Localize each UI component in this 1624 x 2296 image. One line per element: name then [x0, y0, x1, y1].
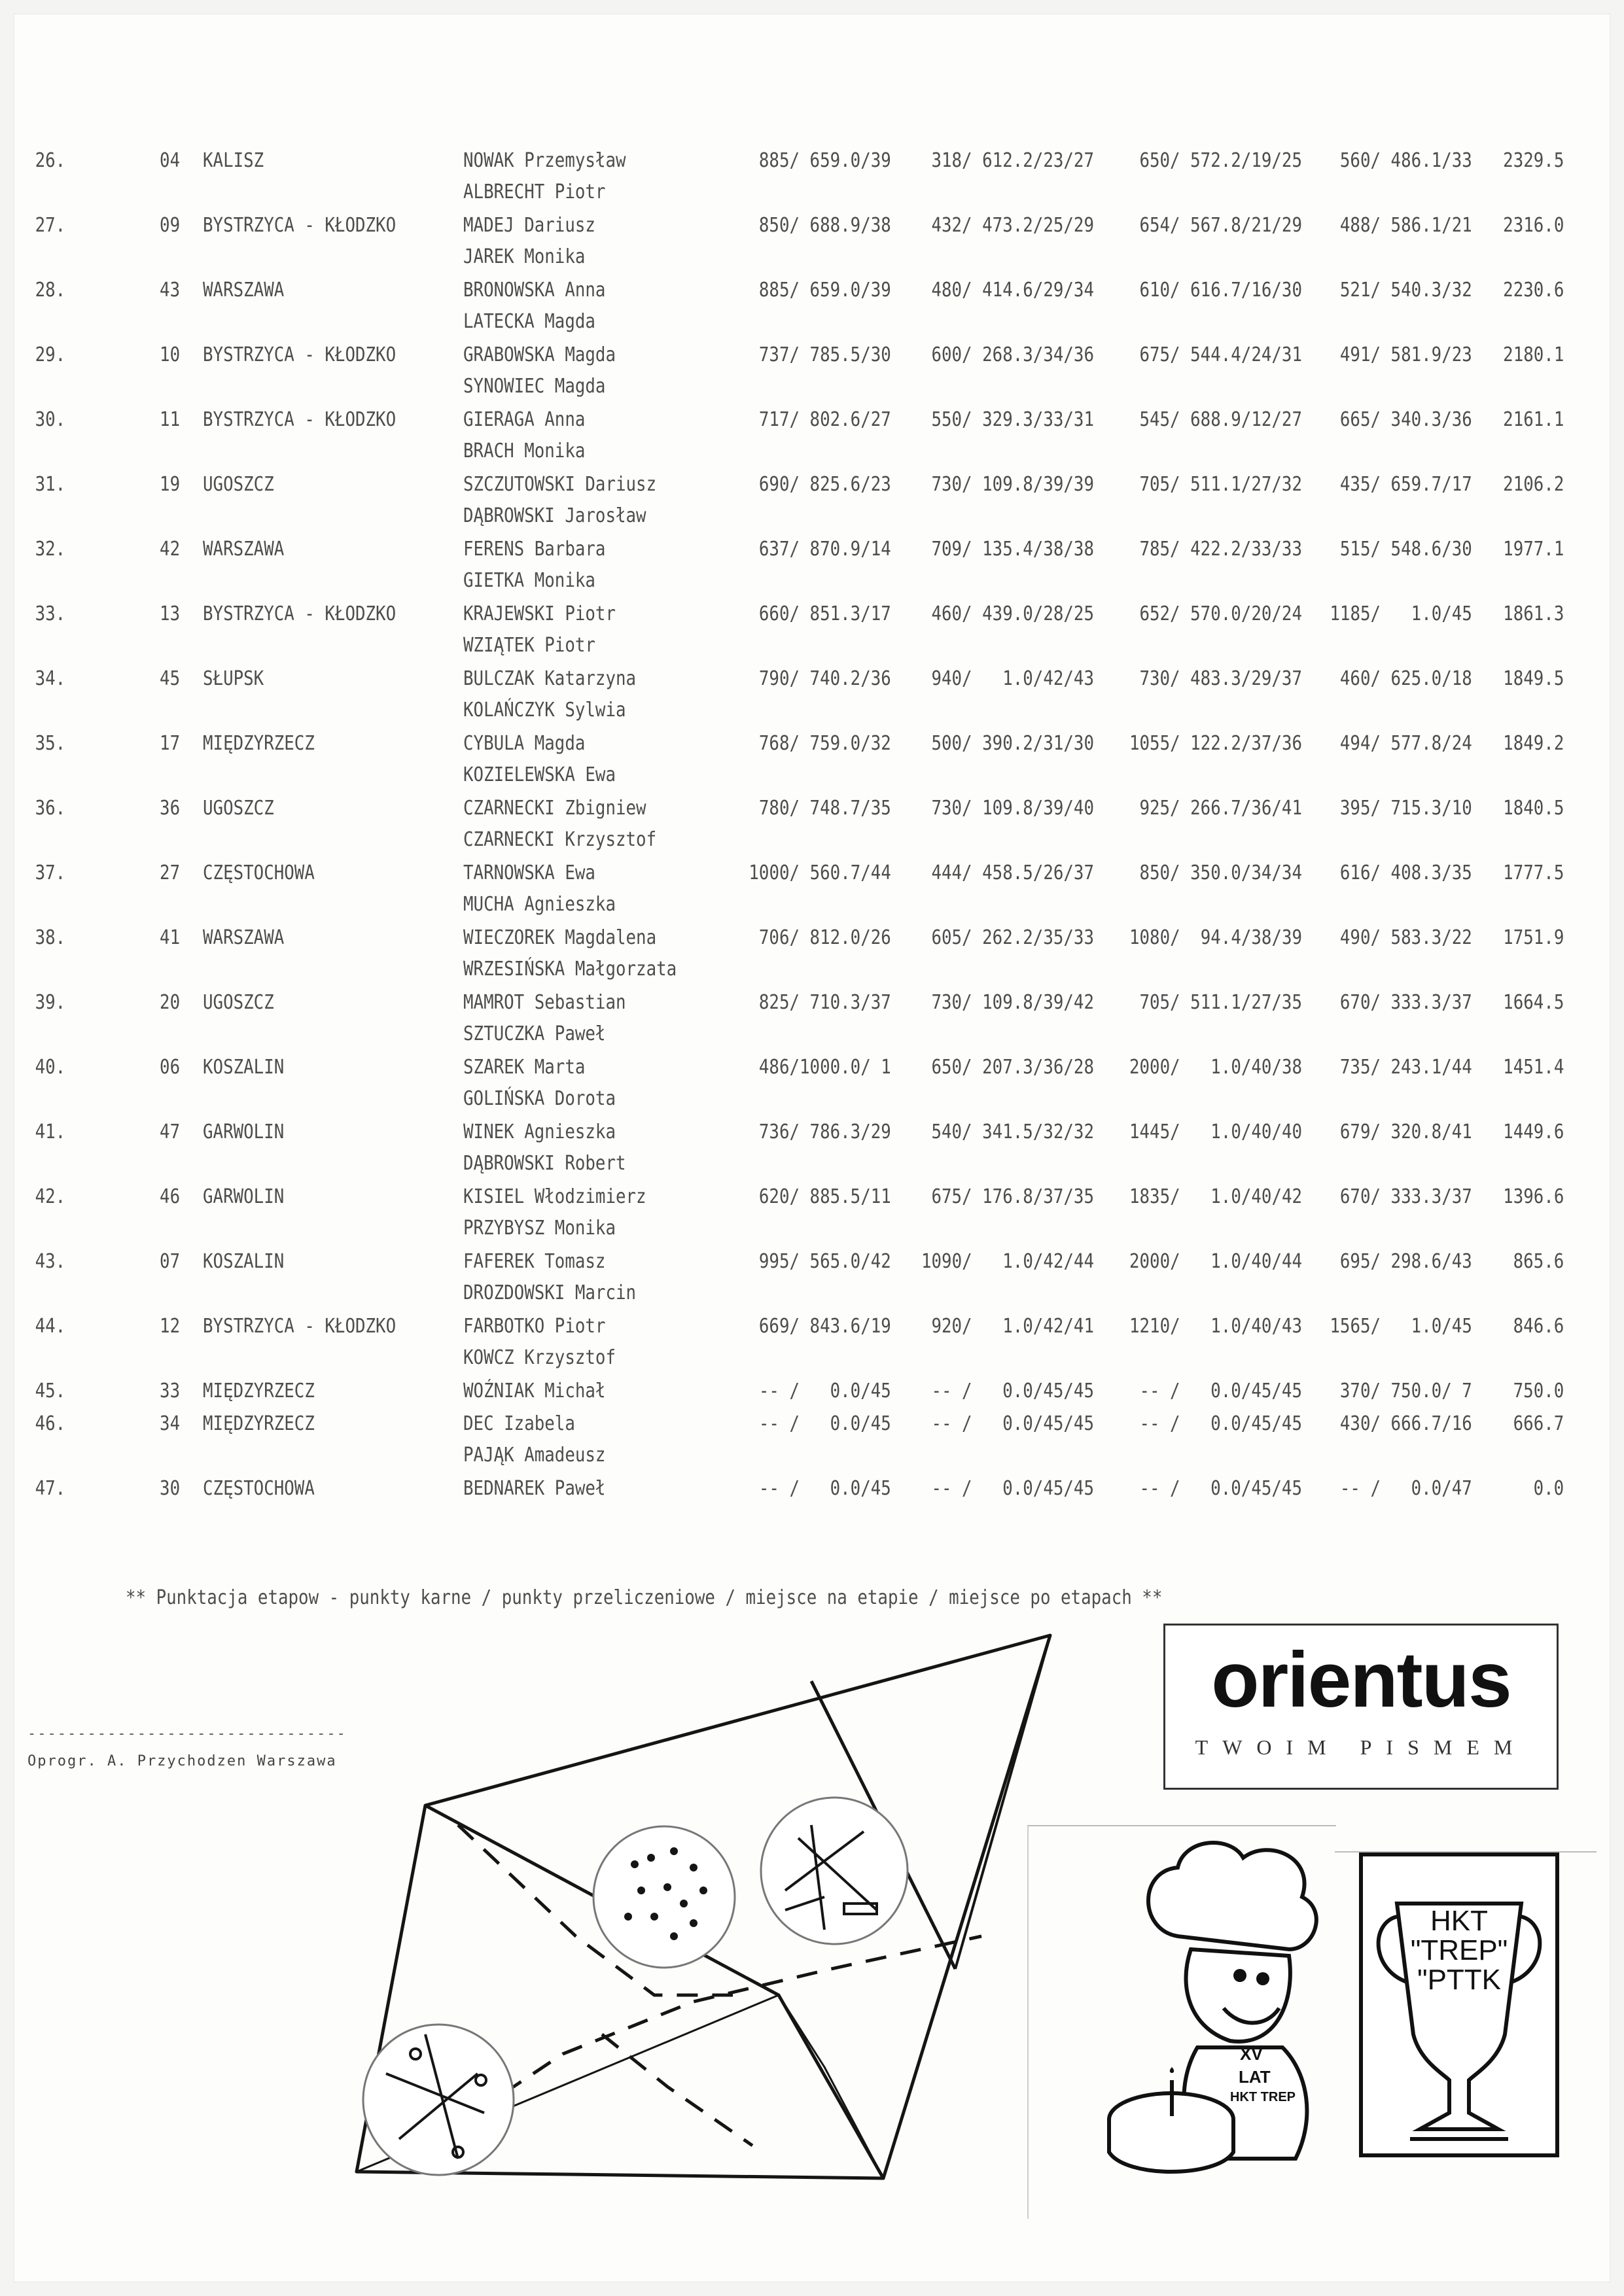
cell-total: 2329.5	[1502, 149, 1564, 172]
cell-no: 12	[159, 1315, 180, 1338]
cell-place: 35.	[35, 732, 65, 755]
cell-competitor-2: GIETKA Monika	[463, 569, 595, 592]
cell-place: 29.	[35, 343, 65, 366]
cell-no: 41	[159, 926, 180, 949]
cell-competitor-1: NOWAK Przemysław	[463, 149, 626, 172]
cell-competitor-1: FARBOTKO Piotr	[463, 1315, 606, 1338]
cell-e3: 654/ 567.8/21/29	[1139, 214, 1302, 237]
cell-e1: 825/ 710.3/37	[759, 991, 891, 1014]
result-row	[0, 599, 1624, 664]
cell-no: 45	[159, 667, 180, 690]
result-row	[0, 1311, 1624, 1376]
cell-e2: 940/ 1.0/42/43	[931, 667, 1094, 690]
cell-total: 1840.5	[1502, 797, 1564, 820]
cell-e2: 600/ 268.3/34/36	[931, 343, 1094, 366]
cell-club: WARSZAWA	[203, 279, 285, 302]
result-row	[0, 1473, 1624, 1539]
software-credit: Oprogr. A. Przychodzen Warszawa	[27, 1753, 337, 1769]
cell-competitor-2: GOLIŃSKA Dorota	[463, 1087, 616, 1110]
cell-e1: 995/ 565.0/42	[759, 1250, 891, 1273]
result-row	[0, 1052, 1624, 1117]
cell-club: CZĘSTOCHOWA	[203, 1477, 315, 1500]
cell-club: WARSZAWA	[203, 926, 285, 949]
cell-e2: 500/ 390.2/31/30	[931, 732, 1094, 755]
cell-place: 43.	[35, 1250, 65, 1273]
cell-total: 865.6	[1513, 1250, 1564, 1273]
cell-club: BYSTRZYCA - KŁODZKO	[203, 408, 397, 431]
cell-e3: 1445/ 1.0/40/40	[1129, 1121, 1302, 1143]
cell-e3: 1055/ 122.2/37/36	[1129, 732, 1302, 755]
cell-e4: 695/ 298.6/43	[1340, 1250, 1472, 1273]
cell-total: 1664.5	[1502, 991, 1564, 1014]
cell-no: 47	[159, 1121, 180, 1143]
cell-club: BYSTRZYCA - KŁODZKO	[203, 1315, 397, 1338]
cell-e3: -- / 0.0/45/45	[1139, 1380, 1302, 1402]
cell-club: BYSTRZYCA - KŁODZKO	[203, 343, 397, 366]
cell-place: 39.	[35, 991, 65, 1014]
cell-club: MIĘDZYRZECZ	[203, 1380, 315, 1402]
cell-e2: 480/ 414.6/29/34	[931, 279, 1094, 302]
cell-competitor-2: LATECKA Magda	[463, 310, 595, 333]
cell-e1: -- / 0.0/45	[759, 1477, 891, 1500]
cell-e3: 650/ 572.2/19/25	[1139, 149, 1302, 172]
cell-e3: 850/ 350.0/34/34	[1139, 861, 1302, 884]
cell-competitor-1: SZCZUTOWSKI Dariusz	[463, 473, 657, 496]
cell-no: 43	[159, 279, 180, 302]
cell-e2: 730/ 109.8/39/40	[931, 797, 1094, 820]
cell-e1: 660/ 851.3/17	[759, 602, 891, 625]
cell-competitor-2: JAREK Monika	[463, 245, 586, 268]
cell-e4: 1565/ 1.0/45	[1330, 1315, 1472, 1338]
cell-place: 33.	[35, 602, 65, 625]
cell-competitor-1: CZARNECKI Zbigniew	[463, 797, 646, 820]
cake-label-xv: XV	[1240, 2044, 1263, 2064]
cell-competitor-1: FERENS Barbara	[463, 538, 606, 561]
cell-total: 1451.4	[1502, 1056, 1564, 1079]
cell-total: 750.0	[1513, 1380, 1564, 1402]
cell-competitor-2: DĄBROWSKI Robert	[463, 1152, 626, 1175]
cell-club: KOSZALIN	[203, 1250, 285, 1273]
cell-place: 42.	[35, 1185, 65, 1208]
result-row	[0, 404, 1624, 470]
cell-no: 17	[159, 732, 180, 755]
cell-e1: 790/ 740.2/36	[759, 667, 891, 690]
cell-total: 1449.6	[1502, 1121, 1564, 1143]
cell-e1: 669/ 843.6/19	[759, 1315, 891, 1338]
cell-no: 19	[159, 473, 180, 496]
cell-e1: 885/ 659.0/39	[759, 149, 891, 172]
cell-competitor-2: MUCHA Agnieszka	[463, 893, 616, 916]
cell-place: 32.	[35, 538, 65, 561]
cell-e3: 545/ 688.9/12/27	[1139, 408, 1302, 431]
cell-total: 2180.1	[1502, 343, 1564, 366]
trophy-label-hkt: HKT	[1430, 1905, 1488, 1937]
cell-e3: 705/ 511.1/27/35	[1139, 991, 1302, 1014]
cell-no: 06	[159, 1056, 180, 1079]
scoring-footnote: ** Punktacja etapow - punkty karne / punkty przeliczeniowe / miejsce na etapie / miejsce po etapach **	[126, 1586, 1163, 1609]
result-row	[0, 210, 1624, 275]
cell-competitor-1: WINEK Agnieszka	[463, 1121, 616, 1143]
cell-e2: 675/ 176.8/37/35	[931, 1185, 1094, 1208]
result-row	[0, 793, 1624, 858]
result-row	[0, 922, 1624, 988]
cell-e2: 460/ 439.0/28/25	[931, 602, 1094, 625]
cell-e4: 435/ 659.7/17	[1340, 473, 1472, 496]
cell-e2: 540/ 341.5/32/32	[931, 1121, 1094, 1143]
cell-place: 40.	[35, 1056, 65, 1079]
result-row	[0, 1117, 1624, 1182]
cell-e4: 491/ 581.9/23	[1340, 343, 1472, 366]
cell-competitor-2: ALBRECHT Piotr	[463, 181, 606, 203]
cell-e3: 925/ 266.7/36/41	[1139, 797, 1302, 820]
cell-competitor-1: WOŹNIAK Michał	[463, 1380, 606, 1402]
cell-e1: 737/ 785.5/30	[759, 343, 891, 366]
cell-competitor-1: MAMROT Sebastian	[463, 991, 626, 1014]
cell-club: UGOSZCZ	[203, 991, 274, 1014]
cell-competitor-2: KOLAŃCZYK Sylwia	[463, 699, 626, 722]
cell-e4: 670/ 333.3/37	[1340, 991, 1472, 1014]
cell-e2: 432/ 473.2/25/29	[931, 214, 1094, 237]
cell-e1: 850/ 688.9/38	[759, 214, 891, 237]
result-row	[0, 1246, 1624, 1312]
cell-e1: 768/ 759.0/32	[759, 732, 891, 755]
cell-no: 20	[159, 991, 180, 1014]
cell-competitor-2: SYNOWIEC Magda	[463, 375, 606, 398]
cell-no: 36	[159, 797, 180, 820]
cell-no: 46	[159, 1185, 180, 1208]
cell-e4: 521/ 540.3/32	[1340, 279, 1472, 302]
chef-with-cake-illustration	[1099, 1832, 1348, 2198]
cell-e1: 885/ 659.0/39	[759, 279, 891, 302]
cell-e1: 620/ 885.5/11	[759, 1185, 891, 1208]
cell-e3: 1080/ 94.4/38/39	[1129, 926, 1302, 949]
cell-e4: 735/ 243.1/44	[1340, 1056, 1472, 1079]
cell-total: 1849.5	[1502, 667, 1564, 690]
cell-e2: 318/ 612.2/23/27	[931, 149, 1094, 172]
cell-club: BYSTRZYCA - KŁODZKO	[203, 214, 397, 237]
cell-place: 26.	[35, 149, 65, 172]
cell-competitor-1: BEDNAREK Paweł	[463, 1477, 606, 1500]
cell-e2: 730/ 109.8/39/42	[931, 991, 1094, 1014]
cell-e3: 2000/ 1.0/40/38	[1129, 1056, 1302, 1079]
cell-e4: 460/ 625.0/18	[1340, 667, 1472, 690]
cell-e3: 652/ 570.0/20/24	[1139, 602, 1302, 625]
cell-no: 10	[159, 343, 180, 366]
cell-e1: 637/ 870.9/14	[759, 538, 891, 561]
cell-no: 11	[159, 408, 180, 431]
cell-e2: 605/ 262.2/35/33	[931, 926, 1094, 949]
cell-e1: 486/1000.0/ 1	[759, 1056, 891, 1079]
cell-e1: -- / 0.0/45	[759, 1412, 891, 1435]
cell-competitor-2: PRZYBYSZ Monika	[463, 1217, 616, 1240]
result-row	[0, 987, 1624, 1052]
cell-no: 33	[159, 1380, 180, 1402]
cell-competitor-2: PAJĄK Amadeusz	[463, 1444, 606, 1467]
cell-e1: 780/ 748.7/35	[759, 797, 891, 820]
cell-place: 45.	[35, 1380, 65, 1402]
cell-competitor-1: GRABOWSKA Magda	[463, 343, 616, 366]
cell-e4: 490/ 583.3/22	[1340, 926, 1472, 949]
cell-total: 0.0	[1533, 1477, 1564, 1500]
cell-e4: 1185/ 1.0/45	[1330, 602, 1472, 625]
cell-total: 1861.3	[1502, 602, 1564, 625]
cell-e3: 1210/ 1.0/40/43	[1129, 1315, 1302, 1338]
cell-place: 28.	[35, 279, 65, 302]
result-row	[0, 339, 1624, 405]
cell-e3: 785/ 422.2/33/33	[1139, 538, 1302, 561]
cell-competitor-1: DEC Izabela	[463, 1412, 575, 1435]
cell-e4: 515/ 548.6/30	[1340, 538, 1472, 561]
trophy-label-trep: "TREP"	[1410, 1934, 1508, 1966]
cell-place: 36.	[35, 797, 65, 820]
cell-competitor-1: FAFEREK Tomasz	[463, 1250, 606, 1273]
cake-label-club: HKT TREP	[1230, 2090, 1296, 2104]
cell-place: 44.	[35, 1315, 65, 1338]
cell-competitor-2: CZARNECKI Krzysztof	[463, 828, 657, 851]
cell-club: CZĘSTOCHOWA	[203, 861, 315, 884]
result-row	[0, 1408, 1624, 1474]
result-row	[0, 145, 1624, 211]
cell-no: 34	[159, 1412, 180, 1435]
cell-competitor-1: TARNOWSKA Ewa	[463, 861, 595, 884]
result-row	[0, 275, 1624, 340]
cell-club: KOSZALIN	[203, 1056, 285, 1079]
cell-e3: 705/ 511.1/27/32	[1139, 473, 1302, 496]
result-row	[0, 858, 1624, 923]
cell-place: 46.	[35, 1412, 65, 1435]
logo-wordmark: orientus	[1211, 1636, 1511, 1724]
cell-club: WARSZAWA	[203, 538, 285, 561]
cell-club: UGOSZCZ	[203, 797, 274, 820]
cell-total: 666.7	[1513, 1412, 1564, 1435]
cell-no: 09	[159, 214, 180, 237]
logo-tagline: TWOIM PISMEM	[1195, 1735, 1527, 1759]
cell-e4: 430/ 666.7/16	[1340, 1412, 1472, 1435]
cell-competitor-2: SZTUCZKA Paweł	[463, 1022, 606, 1045]
cell-competitor-2: DROZDOWSKI Marcin	[463, 1281, 637, 1304]
cell-e2: -- / 0.0/45/45	[931, 1477, 1094, 1500]
cell-e3: 610/ 616.7/16/30	[1139, 279, 1302, 302]
cell-competitor-1: WIECZOREK Magdalena	[463, 926, 657, 949]
cell-total: 846.6	[1513, 1315, 1564, 1338]
cell-competitor-1: KISIEL Włodzimierz	[463, 1185, 646, 1208]
cell-no: 42	[159, 538, 180, 561]
cell-e4: -- / 0.0/47	[1340, 1477, 1472, 1500]
cell-e2: 730/ 109.8/39/39	[931, 473, 1094, 496]
cell-competitor-2: KOZIELEWSKA Ewa	[463, 763, 616, 786]
cell-e2: 1090/ 1.0/42/44	[921, 1250, 1094, 1273]
trophy-label-pttk: "PTTK	[1417, 1964, 1502, 1996]
cell-competitor-2: DĄBROWSKI Jarosław	[463, 504, 646, 527]
result-row	[0, 728, 1624, 793]
cell-total: 2230.6	[1502, 279, 1564, 302]
cell-e2: -- / 0.0/45/45	[931, 1380, 1094, 1402]
cell-e2: 709/ 135.4/38/38	[931, 538, 1094, 561]
cell-e1: -- / 0.0/45	[759, 1380, 891, 1402]
cell-place: 30.	[35, 408, 65, 431]
cell-competitor-1: GIERAGA Anna	[463, 408, 586, 431]
orientus-logo	[1163, 1624, 1559, 1790]
result-row	[0, 1181, 1624, 1247]
cell-competitor-1: CYBULA Magda	[463, 732, 586, 755]
cell-no: 07	[159, 1250, 180, 1273]
cell-club: UGOSZCZ	[203, 473, 274, 496]
cell-place: 41.	[35, 1121, 65, 1143]
cell-club: MIĘDZYRZECZ	[203, 1412, 315, 1435]
envelope-map-illustration	[327, 1629, 1073, 2218]
cell-e1: 736/ 786.3/29	[759, 1121, 891, 1143]
cell-e3: -- / 0.0/45/45	[1139, 1477, 1302, 1500]
cell-e4: 616/ 408.3/35	[1340, 861, 1472, 884]
cell-e1: 1000/ 560.7/44	[749, 861, 891, 884]
cell-competitor-1: KRAJEWSKI Piotr	[463, 602, 616, 625]
cell-competitor-1: SZAREK Marta	[463, 1056, 586, 1079]
cell-total: 2316.0	[1502, 214, 1564, 237]
cell-e4: 670/ 333.3/37	[1340, 1185, 1472, 1208]
cell-no: 30	[159, 1477, 180, 1500]
cell-e2: 650/ 207.3/36/28	[931, 1056, 1094, 1079]
cell-place: 38.	[35, 926, 65, 949]
cell-e2: 444/ 458.5/26/37	[931, 861, 1094, 884]
cell-club: GARWOLIN	[203, 1185, 285, 1208]
cell-e1: 717/ 802.6/27	[759, 408, 891, 431]
cell-place: 47.	[35, 1477, 65, 1500]
cell-competitor-2: KOWCZ Krzysztof	[463, 1346, 616, 1369]
cell-total: 2161.1	[1502, 408, 1564, 431]
cell-competitor-1: BRONOWSKA Anna	[463, 279, 606, 302]
cell-club: BYSTRZYCA - KŁODZKO	[203, 602, 397, 625]
cell-place: 27.	[35, 214, 65, 237]
cell-e1: 690/ 825.6/23	[759, 473, 891, 496]
cell-e4: 488/ 586.1/21	[1340, 214, 1472, 237]
cell-competitor-2: BRACH Monika	[463, 440, 586, 462]
cell-club: GARWOLIN	[203, 1121, 285, 1143]
result-row	[0, 534, 1624, 599]
trophy-illustration	[1358, 1851, 1561, 2159]
result-row	[0, 663, 1624, 729]
cell-competitor-1: BULCZAK Katarzyna	[463, 667, 637, 690]
cell-e3: 2000/ 1.0/40/44	[1129, 1250, 1302, 1273]
cell-e4: 665/ 340.3/36	[1340, 408, 1472, 431]
cell-competitor-2: WZIĄTEK Piotr	[463, 634, 595, 657]
cell-e2: -- / 0.0/45/45	[931, 1412, 1094, 1435]
cell-no: 13	[159, 602, 180, 625]
cell-e1: 706/ 812.0/26	[759, 926, 891, 949]
cell-club: KALISZ	[203, 149, 264, 172]
cell-e4: 395/ 715.3/10	[1340, 797, 1472, 820]
cell-e2: 550/ 329.3/33/31	[931, 408, 1094, 431]
cell-place: 37.	[35, 861, 65, 884]
cell-club: MIĘDZYRZECZ	[203, 732, 315, 755]
cell-total: 1777.5	[1502, 861, 1564, 884]
cell-club: SŁUPSK	[203, 667, 264, 690]
cell-no: 27	[159, 861, 180, 884]
cell-competitor-2: WRZESIŃSKA Małgorzata	[463, 958, 677, 981]
cell-competitor-1: MADEJ Dariusz	[463, 214, 595, 237]
cell-place: 34.	[35, 667, 65, 690]
cake-label-lat: LAT	[1239, 2067, 1271, 2087]
cell-total: 1751.9	[1502, 926, 1564, 949]
cell-total: 1977.1	[1502, 538, 1564, 561]
cell-e4: 494/ 577.8/24	[1340, 732, 1472, 755]
cell-e3: 675/ 544.4/24/31	[1139, 343, 1302, 366]
cell-e3: 730/ 483.3/29/37	[1139, 667, 1302, 690]
cell-place: 31.	[35, 473, 65, 496]
cell-total: 1396.6	[1502, 1185, 1564, 1208]
cell-e4: 370/ 750.0/ 7	[1340, 1380, 1472, 1402]
cell-e3: -- / 0.0/45/45	[1139, 1412, 1302, 1435]
signature-line: --------------------------------	[27, 1726, 347, 1742]
cell-e4: 560/ 486.1/33	[1340, 149, 1472, 172]
cell-e3: 1835/ 1.0/40/42	[1129, 1185, 1302, 1208]
cell-no: 04	[159, 149, 180, 172]
cell-total: 1849.2	[1502, 732, 1564, 755]
result-row	[0, 469, 1624, 534]
cell-total: 2106.2	[1502, 473, 1564, 496]
cell-e2: 920/ 1.0/42/41	[931, 1315, 1094, 1338]
cell-e4: 679/ 320.8/41	[1340, 1121, 1472, 1143]
